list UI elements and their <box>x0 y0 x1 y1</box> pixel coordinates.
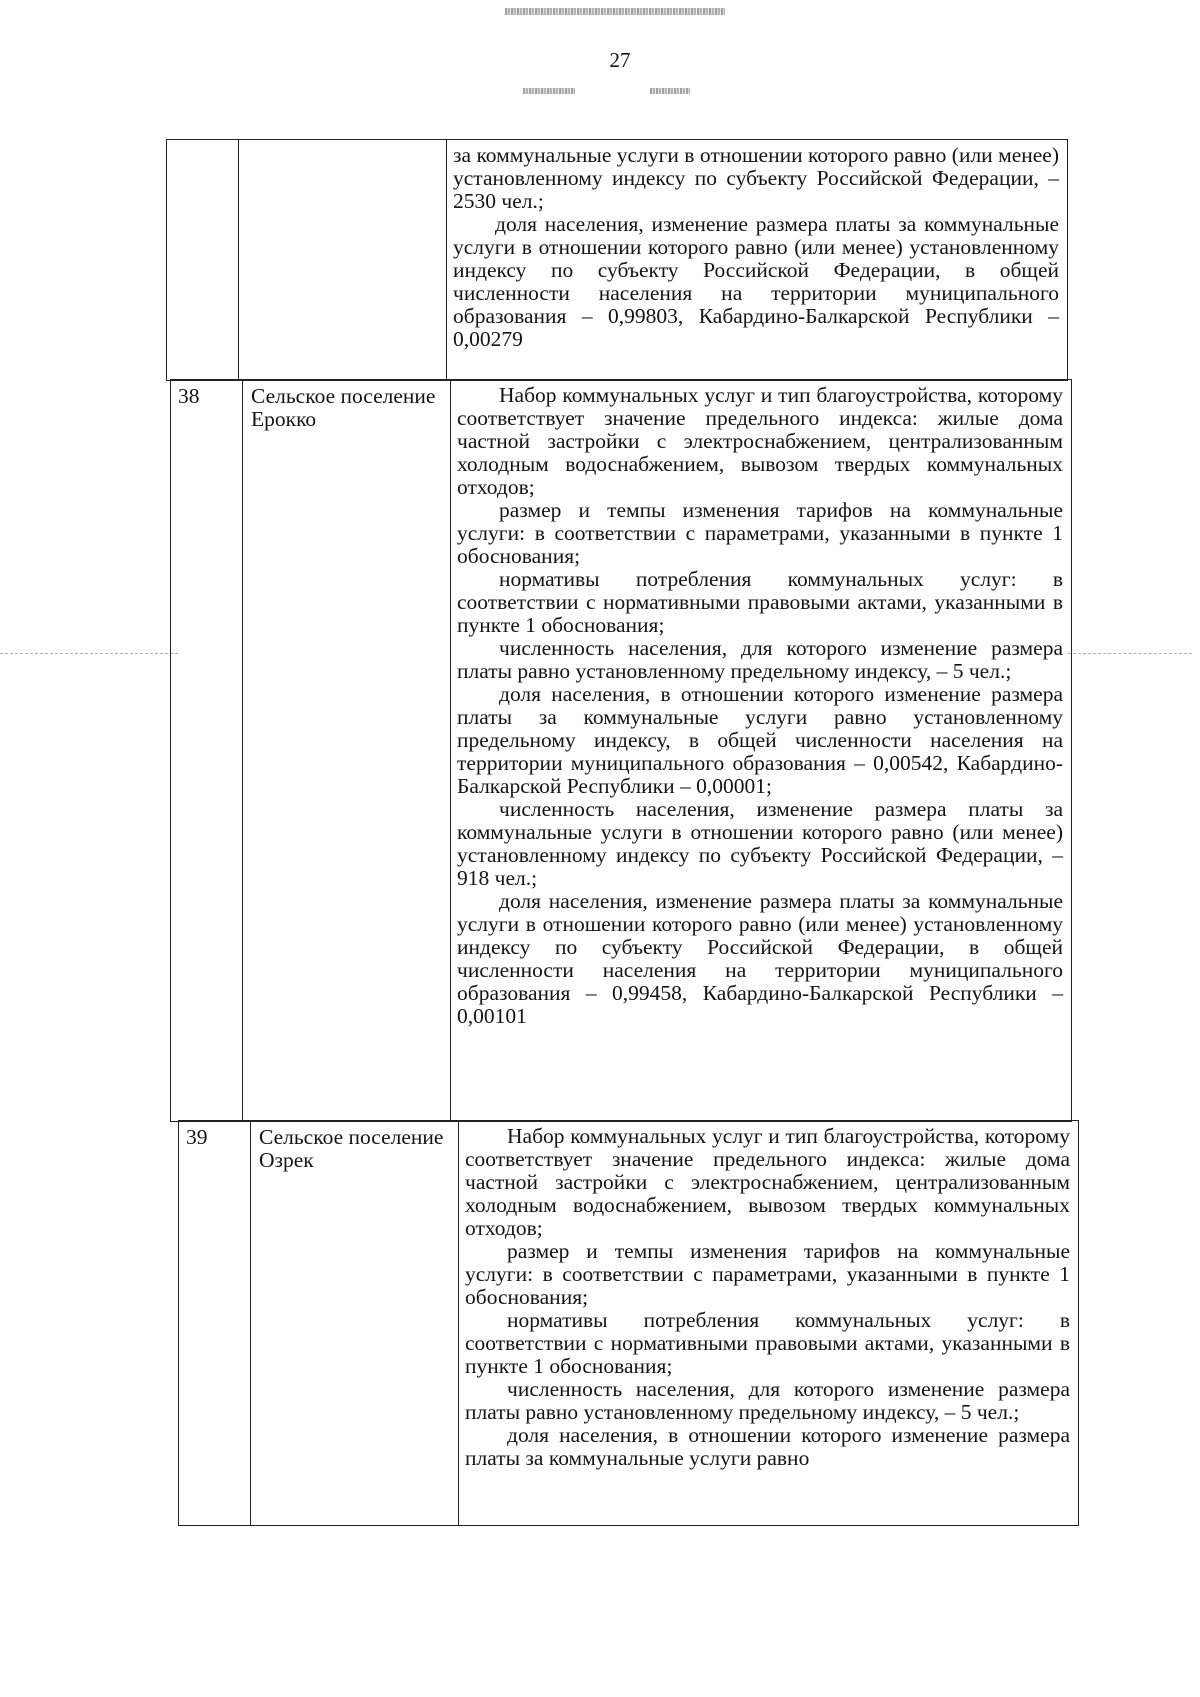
settlement-name: Сельское поселение Озрек <box>251 1121 459 1526</box>
description-paragraph: численность населения, для которого изменение размера платы равно установленному предельному индексу, – 5 чел.; <box>457 636 1063 683</box>
description-paragraph: численность населения, изменение размера платы за коммунальные услуги в отношении которого равно (или менее) установленному индексу по субъекту Российской Федерации, – 918 чел.; <box>457 797 1063 890</box>
description-paragraph: доля населения, в отношении которого изменение размера платы за коммунальные услуги равно установленному предельному индексу, в общей численности населения на территории муниципального образования – 0,00542, Кабардино-Балкарской Республики – 0,00001; <box>457 682 1063 798</box>
description-paragraph: доля населения, изменение размера платы за коммунальные услуги в отношении которого равно (или менее) установленному индексу по субъекту Российской Федерации, в общей численности населения на территории муниципального образования – 0,99458, Кабардино-Балкарской Республики – 0,00101 <box>457 889 1063 1028</box>
settlement-name <box>239 140 447 381</box>
row-38-table <box>170 379 1072 1122</box>
row-number: 38 <box>171 380 243 1122</box>
row-description <box>447 140 1068 381</box>
scan-smudge-right <box>650 88 690 94</box>
table-row <box>171 380 1072 1122</box>
row-number: 39 <box>179 1121 251 1526</box>
scan-smudge-top <box>505 8 725 15</box>
description-paragraph: Набор коммунальных услуг и тип благоустройства, которому соответствует значение предельного индекса: жилые дома частной застройки с электроснабжением, централизованным холодным водоснабжением, вывозом твердых коммунальных отходов; <box>465 1124 1070 1240</box>
table-row <box>179 1121 1079 1526</box>
description-paragraph: размер и темпы изменения тарифов на коммунальные услуги: в соответствии с параметрами, указанными в пункте 1 обоснования; <box>457 498 1063 568</box>
row-description <box>451 380 1072 1122</box>
description-paragraph: нормативы потребления коммунальных услуг: в соответствии с нормативными правовыми актами, указанными в пункте 1 обоснования; <box>457 567 1063 637</box>
fold-line-left <box>0 653 178 654</box>
page-number: 27 <box>609 48 631 72</box>
fold-line-right <box>1068 653 1192 654</box>
row-number <box>167 140 239 381</box>
description-paragraph: доля населения, изменение размера платы за коммунальные услуги в отношении которого равно (или менее) установленному индексу по субъекту Российской Федерации, в общей численности населения на территории муниципального образования – 0,99803, Кабардино-Балкарской Республики – 0,00279 <box>453 212 1059 351</box>
row-continuation-table <box>166 139 1068 381</box>
description-paragraph: Набор коммунальных услуг и тип благоустройства, которому соответствует значение предельного индекса: жилые дома частной застройки с электроснабжением, централизованным холодным водоснабжением, вывозом твердых коммунальных отходов; <box>457 383 1063 499</box>
description-paragraph: численность населения, для которого изменение размера платы равно установленному предельному индексу, – 5 чел.; <box>465 1377 1070 1424</box>
settlement-name: Сельское поселение Ерокко <box>243 380 451 1122</box>
description-paragraph: нормативы потребления коммунальных услуг: в соответствии с нормативными правовыми актами, указанными в пункте 1 обоснования; <box>465 1308 1070 1378</box>
row-39-table <box>178 1120 1079 1526</box>
description-paragraph: доля населения, в отношении которого изменение размера платы за коммунальные услуги равно <box>465 1423 1070 1470</box>
row-description <box>459 1121 1079 1526</box>
scan-smudge-left <box>523 88 575 94</box>
description-paragraph: размер и темпы изменения тарифов на коммунальные услуги: в соответствии с параметрами, указанными в пункте 1 обоснования; <box>465 1239 1070 1309</box>
description-paragraph: за коммунальные услуги в отношении которого равно (или менее) установленному индексу по субъекту Российской Федерации, – 2530 чел.; <box>453 143 1059 213</box>
table-row <box>167 140 1068 381</box>
